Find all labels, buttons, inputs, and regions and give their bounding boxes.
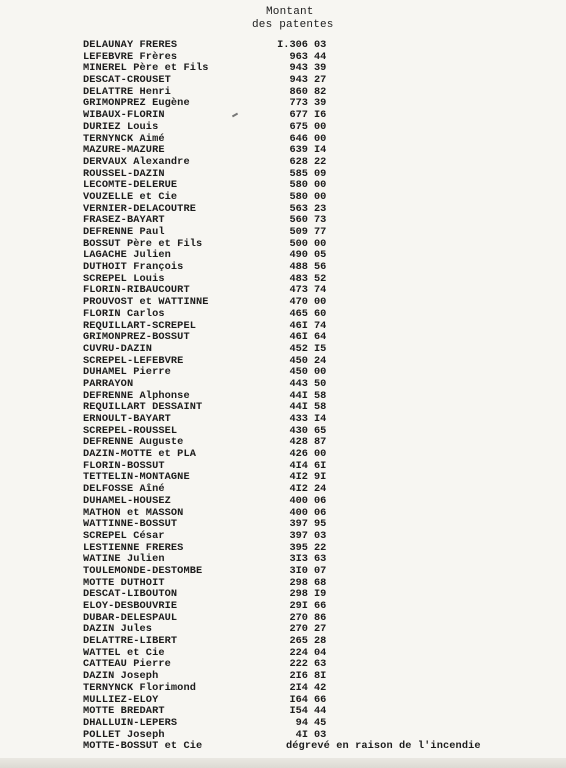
taxpayer-name: VERNIER-DELACOUTRE <box>83 202 197 215</box>
amount-value: 270 <box>289 611 308 624</box>
amount-value: 963 <box>289 50 308 63</box>
taxpayer-name: FLORIN-RIBAUCOURT <box>83 284 190 297</box>
amount-cents: 00 <box>314 366 327 379</box>
amount-value: 298 <box>289 576 308 589</box>
taxpayer-name: SCREPEL-LEFEBVRE <box>83 354 184 367</box>
amount-cents: 00 <box>314 237 327 250</box>
amount-cents: 74 <box>314 319 327 332</box>
taxpayer-name: DAZIN-MOTTE et PLA <box>83 448 197 461</box>
taxpayer-name: SCREPEL-ROUSSEL <box>83 424 178 437</box>
taxpayer-name: ELOY-DESBOUVRIE <box>83 600 178 612</box>
amount-value: 490 <box>289 249 308 262</box>
list-item <box>0 262 566 274</box>
amount-cents: 86 <box>314 611 327 624</box>
list-item <box>0 718 566 730</box>
amount-cents: 00 <box>314 179 327 192</box>
list-item <box>0 566 566 578</box>
list-item <box>0 309 566 321</box>
amount-cents: 07 <box>314 564 327 577</box>
amount-value: 488 <box>289 261 308 274</box>
amount-cents: 58 <box>314 401 327 414</box>
amount-cents: 58 <box>314 389 327 402</box>
amount-cents: 24 <box>314 354 327 367</box>
amount-value: 4I2 <box>289 483 308 496</box>
taxpayer-name: REQUILLART-SCREPEL <box>83 319 197 332</box>
amount-value: 585 <box>289 167 308 180</box>
amount-cents: 63 <box>314 553 327 566</box>
taxpayer-name: DELATTRE Henri <box>83 85 171 98</box>
list-item <box>0 192 566 204</box>
amount-cents: 39 <box>314 97 327 110</box>
amount-cents: 03 <box>314 39 327 51</box>
amount-cents: 52 <box>314 272 327 285</box>
amount-value: 450 <box>289 366 308 379</box>
amount-cents: 66 <box>314 600 327 612</box>
amount-value: I54 <box>289 705 308 718</box>
amount-value: I.306 <box>277 39 308 51</box>
amount-cents: 22 <box>314 155 327 168</box>
amount-cents: 04 <box>314 646 327 659</box>
taxpayer-name: DURIEZ Louis <box>83 120 159 133</box>
taxpayer-name: MAZURE-MAZURE <box>83 144 165 157</box>
amount-cents: 74 <box>314 284 327 297</box>
taxpayer-name: VOUZELLE et Cie <box>83 190 178 203</box>
taxpayer-name: BOSSUT Père et Fils <box>83 237 203 250</box>
list-item <box>0 496 566 508</box>
amount-value: 426 <box>289 448 308 461</box>
taxpayer-name: DELATTRE-LIBERT <box>83 635 178 648</box>
taxpayer-name: GRIMONPREZ Eugène <box>83 97 190 110</box>
amount-cents: 03 <box>314 529 327 542</box>
amount-cents: 65 <box>314 424 327 437</box>
amount-cents: 09 <box>314 167 327 180</box>
taxpayer-name: DAZIN Jules <box>83 623 153 636</box>
amount-cents: 24 <box>314 483 327 496</box>
amount-cents: 39 <box>314 62 327 75</box>
amount-cents: 6I <box>314 459 327 472</box>
list-item <box>0 414 566 426</box>
amount-cents: 06 <box>314 494 327 507</box>
taxpayer-name: DUHAMEL-HOUSEZ <box>83 494 171 507</box>
taxpayer-name: CATTEAU Pierre <box>83 658 171 671</box>
amount-value: 94 <box>295 716 308 729</box>
taxpayer-name: MOTTE BREDART <box>83 705 165 718</box>
list-item <box>0 741 566 753</box>
amount-cents: 27 <box>314 74 327 87</box>
taxpayer-name: MOTTE DUTHOIT <box>83 576 165 589</box>
taxpayer-name: FLORIN-BOSSUT <box>83 459 165 472</box>
amount-value: 397 <box>289 518 308 531</box>
list-item <box>0 344 566 356</box>
taxpayer-name: FLORIN Carlos <box>83 307 165 320</box>
taxpayer-name: DUBAR-DELESPAUL <box>83 611 178 624</box>
amount-cents: 63 <box>314 658 327 671</box>
header-line-1: Montant <box>266 6 314 18</box>
amount-value: 580 <box>289 179 308 192</box>
taxpayer-name: DERVAUX Alexandre <box>83 155 190 168</box>
amount-value: 563 <box>289 202 308 215</box>
amount-value: 452 <box>289 342 308 355</box>
amount-value: 470 <box>289 296 308 309</box>
list-item <box>0 683 566 695</box>
amount-value: 433 <box>289 413 308 425</box>
amount-value: 639 <box>289 144 308 157</box>
amount-value: 400 <box>289 506 308 519</box>
amount-cents: 42 <box>314 681 327 694</box>
amount-value: 428 <box>289 436 308 449</box>
amount-cents: I4 <box>314 413 327 425</box>
amount-value: 4I <box>295 728 308 741</box>
amount-cents: 87 <box>314 436 327 449</box>
amount-value: 222 <box>289 658 308 671</box>
amount-value: 675 <box>289 120 308 133</box>
taxpayer-name: CUVRU-DAZIN <box>83 342 153 355</box>
amount-cents: 22 <box>314 541 327 554</box>
amount-cents: 00 <box>314 120 327 133</box>
taxpayer-name: LAGACHE Julien <box>83 249 171 262</box>
amount-value: 4I4 <box>289 459 308 472</box>
amount-value: 646 <box>289 132 308 145</box>
amount-cents: 64 <box>314 331 327 344</box>
taxpayer-name: SCREPEL Louis <box>83 272 165 285</box>
amount-value: 29I <box>289 600 308 612</box>
amount-value: 628 <box>289 155 308 168</box>
amount-cents: I9 <box>314 588 327 601</box>
amount-cents: I4 <box>314 144 327 157</box>
taxpayer-name: DEFRENNE Auguste <box>83 436 184 449</box>
amount-value: 395 <box>289 541 308 554</box>
amount-cents: 00 <box>314 190 327 203</box>
amount-cents: 00 <box>314 132 327 145</box>
amount-cents: 27 <box>314 623 327 636</box>
taxpayer-name: ERNOULT-BAYART <box>83 413 171 425</box>
taxpayer-name: WATTINNE-BOSSUT <box>83 518 178 531</box>
amount-value: 473 <box>289 284 308 297</box>
amount-value: 224 <box>289 646 308 659</box>
list-item <box>0 75 566 87</box>
taxpayer-name: TETTELIN-MONTAGNE <box>83 471 190 484</box>
amount-value: 773 <box>289 97 308 110</box>
column-header <box>252 6 334 32</box>
list-item <box>0 122 566 134</box>
amount-value: 2I4 <box>289 681 308 694</box>
list-item <box>0 157 566 169</box>
taxpayer-name: ROUSSEL-DAZIN <box>83 167 165 180</box>
amount-value: 483 <box>289 272 308 285</box>
taxpayer-name: LESTIENNE FRERES <box>83 541 184 554</box>
taxpayer-name: MOTTE-BOSSUT et Cie <box>83 740 203 753</box>
amount-value: 46I <box>289 331 308 344</box>
amount-cents: 44 <box>314 705 327 718</box>
taxpayer-name: REQUILLART DESSAINT <box>83 401 203 414</box>
taxpayer-name: FRASEZ-BAYART <box>83 214 165 227</box>
amount-value: 3I0 <box>289 564 308 577</box>
amount-value: 509 <box>289 226 308 238</box>
amount-value: 400 <box>289 494 308 507</box>
amount-cents: 73 <box>314 214 327 227</box>
amount-cents: 28 <box>314 635 327 648</box>
taxpayer-name: MINEREL Père et Fils <box>83 62 209 75</box>
header-line-2: des patentes <box>252 19 334 31</box>
taxpayer-name: SCREPEL César <box>83 529 165 542</box>
amount-cents: 06 <box>314 506 327 519</box>
list-item <box>0 601 566 613</box>
amount-value: 46I <box>289 319 308 332</box>
taxpayer-name: DAZIN Joseph <box>83 670 159 683</box>
amount-cents: 77 <box>314 226 327 238</box>
amount-value: 430 <box>289 424 308 437</box>
page-bottom-edge <box>0 758 566 768</box>
list-item <box>0 379 566 391</box>
amount-cents: 56 <box>314 261 327 274</box>
patent-list <box>0 40 566 753</box>
amount-value: 298 <box>289 588 308 601</box>
amount-value: 2I6 <box>289 670 308 683</box>
amount-value: 44I <box>289 401 308 414</box>
taxpayer-name: DUTHOIT François <box>83 261 184 274</box>
taxpayer-name: LEFEBVRE Frères <box>83 50 178 63</box>
list-item <box>0 40 566 52</box>
amount-cents: 00 <box>314 296 327 309</box>
taxpayer-name: TERNYNCK Florimond <box>83 681 197 694</box>
taxpayer-name: DHALLUIN-LEPERS <box>83 716 178 729</box>
amount-cents: 8I <box>314 670 327 683</box>
amount-cents: I5 <box>314 342 327 355</box>
amount-cents: 00 <box>314 448 327 461</box>
amount-cents: 66 <box>314 693 327 706</box>
taxpayer-name: DUHAMEL Pierre <box>83 366 171 379</box>
amount-cents: 05 <box>314 249 327 262</box>
taxpayer-name: PROUVOST et WATTINNE <box>83 296 209 309</box>
taxpayer-name: DEFRENNE Alphonse <box>83 389 190 402</box>
taxpayer-name: PARRAYON <box>83 377 134 390</box>
amount-value: 943 <box>289 62 308 75</box>
amount-value: 3I3 <box>289 553 308 566</box>
amount-cents: 23 <box>314 202 327 215</box>
taxpayer-name: WATINE Julien <box>83 553 165 566</box>
amount-value: 397 <box>289 529 308 542</box>
taxpayer-name: DELAUNAY FRERES <box>83 39 178 51</box>
list-item <box>0 449 566 461</box>
amount-value: 560 <box>289 214 308 227</box>
amount-value: 580 <box>289 190 308 203</box>
taxpayer-name: MULLIEZ-ELOY <box>83 693 159 706</box>
taxpayer-name: MATHON et MASSON <box>83 506 184 519</box>
taxpayer-name: WATTEL et Cie <box>83 646 165 659</box>
amount-value: 677 <box>289 109 308 122</box>
amount-cents: 68 <box>314 576 327 589</box>
amount-value: 265 <box>289 635 308 648</box>
amount-value: 4I2 <box>289 471 308 484</box>
amount-cents: 60 <box>314 307 327 320</box>
taxpayer-name: WIBAUX-FLORIN <box>83 109 165 122</box>
amount-cents: 45 <box>314 716 327 729</box>
amount-value: 443 <box>289 377 308 390</box>
taxpayer-name: GRIMONPREZ-BOSSUT <box>83 331 190 344</box>
taxpayer-name: TERNYNCK Aimé <box>83 132 165 145</box>
taxpayer-name: DESCAT-CROUSET <box>83 74 171 87</box>
amount-cents: 44 <box>314 50 327 63</box>
taxpayer-name: DELFOSSE Aîné <box>83 483 165 496</box>
amount-value: 860 <box>289 85 308 98</box>
amount-cents: 82 <box>314 85 327 98</box>
amount-cents: 50 <box>314 377 327 390</box>
taxpayer-name: DESCAT-LIBOUTON <box>83 588 178 601</box>
amount-cents: 03 <box>314 728 327 741</box>
list-item <box>0 531 566 543</box>
amount-cents: 95 <box>314 518 327 531</box>
amount-value: 465 <box>289 307 308 320</box>
taxpayer-name: TOULEMONDE-DESTOMBE <box>83 564 203 577</box>
amount-value: 500 <box>289 237 308 250</box>
amount-value: 270 <box>289 623 308 636</box>
amount-value: 450 <box>289 354 308 367</box>
taxpayer-name: POLLET Joseph <box>83 728 165 741</box>
taxpayer-name: LECOMTE-DELERUE <box>83 179 178 192</box>
row-note: dégrevé en raison de l'incendie <box>286 740 481 753</box>
amount-value: I64 <box>289 693 308 706</box>
amount-cents: 9I <box>314 471 327 484</box>
list-item <box>0 227 566 239</box>
amount-value: 943 <box>289 74 308 87</box>
amount-cents: I6 <box>314 109 327 122</box>
list-item <box>0 636 566 648</box>
taxpayer-name: DEFRENNE Paul <box>83 226 165 238</box>
amount-value: 44I <box>289 389 308 402</box>
